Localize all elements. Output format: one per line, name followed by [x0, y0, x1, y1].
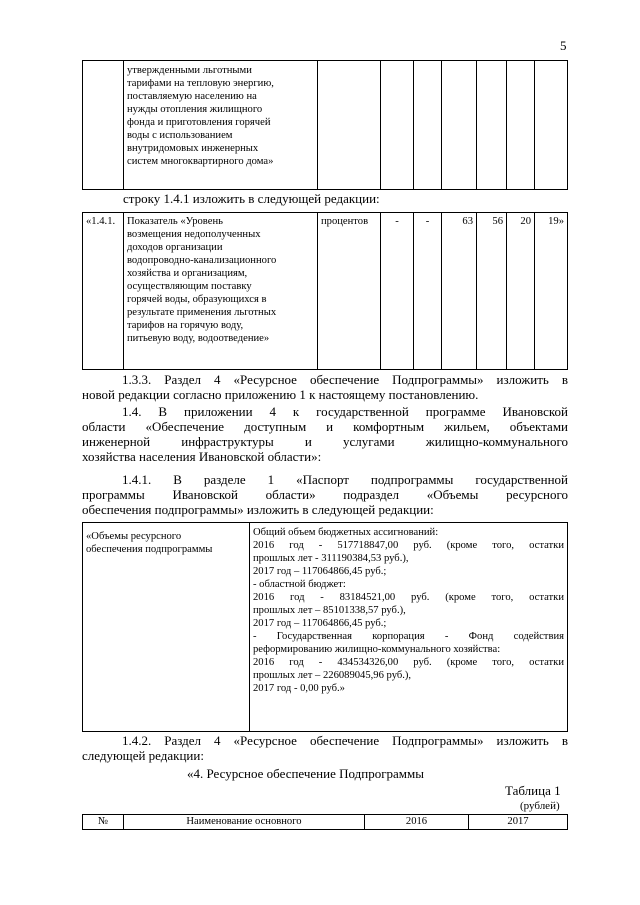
- table-cell: [381, 61, 414, 190]
- text-line: доходов организации: [127, 242, 223, 253]
- indicator-value: 20: [520, 216, 531, 227]
- column-header: 2017: [469, 815, 568, 830]
- text-line: питьевую воду, водоотведение»: [127, 333, 270, 344]
- text-line: программы Ивановской области» подраздел «Объемы ресурсного: [82, 487, 568, 502]
- text-line: нужды отопления жилищного: [127, 104, 263, 115]
- table-cell: [318, 61, 381, 190]
- indicator-value: -: [395, 216, 399, 227]
- text-line: хозяйства населения Ивановской области»:: [82, 449, 322, 464]
- indicator-value: 56: [492, 216, 503, 227]
- table-cell: [83, 213, 124, 370]
- text-line: прошлых лет - 311190384,53 руб.),: [253, 553, 409, 564]
- indicator-description: [124, 61, 317, 168]
- text-line: следующей редакции:: [82, 748, 204, 763]
- text-line: Показатель «Уровень: [127, 216, 223, 227]
- text-line: фонда и приготовления горячей: [127, 117, 271, 128]
- text-line: утвержденными льготными: [127, 65, 252, 76]
- column-header: 2016: [365, 815, 469, 830]
- text-line: внутридомовых инженерных: [127, 143, 259, 154]
- indicator-value: -: [425, 216, 430, 227]
- text-line: осуществляющим поставку: [127, 281, 252, 292]
- table-cell: [124, 61, 318, 190]
- resource-label: [83, 523, 249, 556]
- resource-amounts: [250, 523, 567, 695]
- indicator-unit: процентов: [321, 216, 369, 227]
- paragraph-1-4: [82, 404, 568, 464]
- text-line: инженерной инфраструктуры и услугами жилищно-коммунального: [82, 434, 568, 449]
- text-line: возмещения недополученных: [127, 229, 261, 240]
- text-line: 2017 год – 117064866,45 руб.;: [253, 566, 387, 577]
- table-cell: [442, 213, 477, 370]
- indicator-value: 19»: [548, 216, 564, 227]
- table-cell: [318, 213, 381, 370]
- indicator-value: 63: [462, 216, 473, 227]
- text-line: горячей воды, образующихся в: [127, 294, 267, 305]
- text-line: новой редакции согласно приложению 1 к настоящему постановлению.: [82, 387, 479, 402]
- page-number: 5: [560, 38, 567, 53]
- text-line: 2017 год – 117064866,45 руб.;: [253, 618, 387, 629]
- text-line: тарифами на тепловую энергию,: [127, 78, 274, 89]
- instruction-line: строку 1.4.1 изложить в следующей редакции:: [123, 191, 380, 206]
- resource-table-1: [82, 814, 568, 830]
- text-line: реформированию жилищно-коммунального хозяйства:: [253, 644, 501, 655]
- text-line: 1.4.1. В разделе 1 «Паспорт подпрограммы государственной: [122, 472, 568, 487]
- text-line: обеспечения подпрограммы: [86, 544, 213, 555]
- text-line: прошлых лет – 226089045,96 руб.),: [253, 670, 412, 681]
- text-line: систем многоквартирного дома»: [127, 156, 274, 167]
- indicator-code: «1.4.1.: [86, 216, 116, 227]
- paragraph-1-4-1: [82, 472, 568, 517]
- table-cell: [414, 61, 442, 190]
- text-line: результате применения льготных: [127, 307, 277, 318]
- resource-volumes-table: [82, 522, 568, 732]
- text-line: 1.4. В приложении 4 к государственной программе Ивановской: [122, 404, 568, 419]
- text-line: «Объемы ресурсного: [86, 531, 182, 542]
- indicator-table-1-4-1: [82, 212, 568, 370]
- text-line: области «Обеспечение доступным и комфортным жильем, объектами: [82, 419, 568, 434]
- text-line: 2016 год - 434534326,00 руб. (кроме того, остатки: [253, 657, 564, 668]
- text-line: Общий объем бюджетных ассигнований:: [253, 527, 439, 538]
- text-line: воды с использованием: [127, 130, 233, 141]
- text-line: 1.4.2. Раздел 4 «Ресурсное обеспечение Подпрограммы» изложить в: [122, 733, 568, 748]
- table-cell: [535, 61, 568, 190]
- table-unit: (рублей): [520, 800, 560, 812]
- table-cell: [414, 213, 442, 370]
- table-cell: [535, 213, 568, 370]
- text-line: 2016 год - 517718847,00 руб. (кроме того, остатки: [253, 540, 564, 551]
- table-cell: [477, 213, 507, 370]
- table-cell: [477, 61, 507, 190]
- text-line: - областной бюджет:: [253, 579, 346, 590]
- text-line: водопроводно-канализационного: [127, 255, 277, 266]
- text-line: 1.3.3. Раздел 4 «Ресурсное обеспечение Подпрограммы» изложить в: [122, 372, 568, 387]
- text-line: - Государственная корпорация - Фонд содействия: [253, 631, 564, 642]
- section-title: «4. Ресурсное обеспечение Подпрограммы: [187, 766, 424, 781]
- table-cell: [507, 61, 535, 190]
- text-line: хозяйства и организациям,: [127, 268, 248, 279]
- text-line: тарифов на горячую воду,: [127, 320, 244, 331]
- table-label: Таблица 1: [505, 783, 561, 798]
- table-cell: [250, 523, 568, 732]
- table-cell: [83, 523, 250, 732]
- text-line: обеспечения подпрограммы» изложить в следующей редакции:: [82, 502, 434, 517]
- table-cell: [442, 61, 477, 190]
- text-line: прошлых лет – 85101338,57 руб.),: [253, 605, 406, 616]
- text-line: поставляемую населению на: [127, 91, 257, 102]
- indicator-name: [124, 213, 317, 345]
- column-header: Наименование основного: [124, 815, 365, 830]
- paragraph-1-3-3: [82, 372, 568, 402]
- text-line: 2016 год - 83184521,00 руб. (кроме того, остатки: [253, 592, 564, 603]
- table-cell: [381, 213, 414, 370]
- indicator-table-continuation: [82, 60, 568, 190]
- table-cell: [124, 213, 318, 370]
- table-cell: [507, 213, 535, 370]
- table-cell: [83, 61, 124, 190]
- paragraph-1-4-2: [82, 733, 568, 763]
- text-line: 2017 год - 0,00 руб.»: [253, 683, 345, 694]
- column-header: №: [83, 815, 124, 830]
